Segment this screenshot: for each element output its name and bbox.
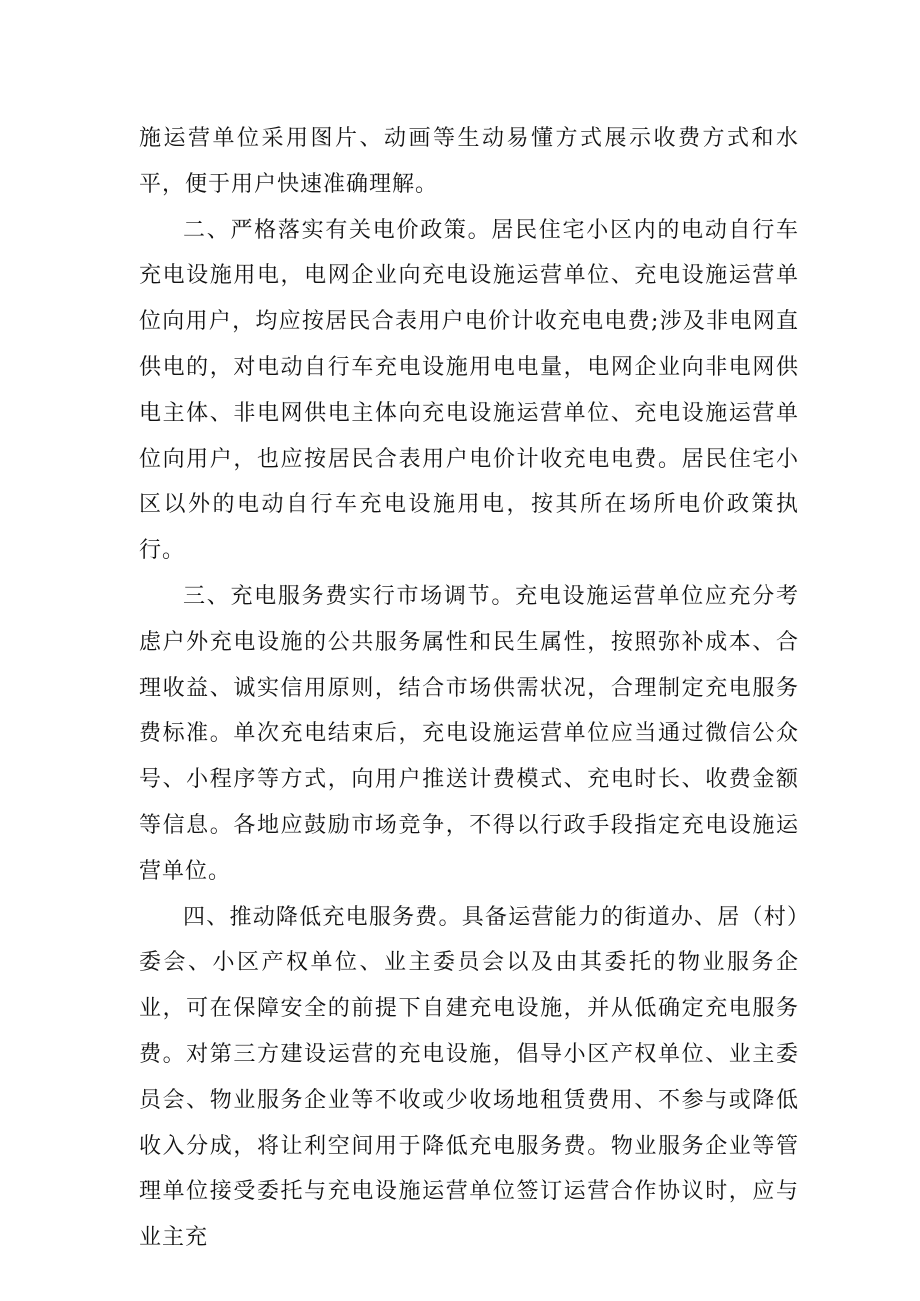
paragraph-service-fee-market-regulation: 三、充电服务费实行市场调节。充电设施运营单位应充分考虑户外充电设施的公共服务属性和民生属性，按照弥补成本、合理收益、诚实信用原则，结合市场供需状况，合理制定充电服务费标准。单次充电结束后，充电设施运营单位应当通过微信公众号、小程序等方式，向用户推送计费模式、充电时长、收费金额等信息。各地应鼓励市场竞争，不得以行政手段指定充电设施运营单位。 — [139, 583, 799, 884]
paragraph-electricity-price-policy: 二、严格落实有关电价政策。居民住宅小区内的电动自行车充电设施用电，电网企业向充电设施运营单位、充电设施运营单位向用户，均应按居民合表用户电价计收充电电费;涉及非电网直供电的，对电动自行车充电设施用电电量，电网企业向非电网供电主体、非电网供电主体向充电设施运营单位、充电设施运营单位向用户，也应按居民合表用户电价计收充电电费。居民住宅小区以外的电动自行车充电设施用电，按其所在场所电价政策执行。 — [139, 217, 799, 564]
document-body — [139, 116, 799, 1261]
paragraph-continuation: 施运营单位采用图片、动画等生动易懂方式展示收费方式和水平，便于用户快速准确理解。 — [139, 126, 799, 197]
paragraph-reduce-service-fee: 四、推动降低充电服务费。具备运营能力的街道办、居（村）委会、小区产权单位、业主委员会以及由其委托的物业服务企业，可在保障安全的前提下自建充电设施，并从低确定充电服务费。对第三方建设运营的充电设施，倡导小区产权单位、业主委员会、物业服务企业等不收或少收场地租赁费用、不参与或降低收入分成，将让利空间用于降低充电服务费。物业服务企业等管理单位接受委托与充电设施运营单位签订运营合作协议时，应与业主充 — [139, 904, 799, 1251]
